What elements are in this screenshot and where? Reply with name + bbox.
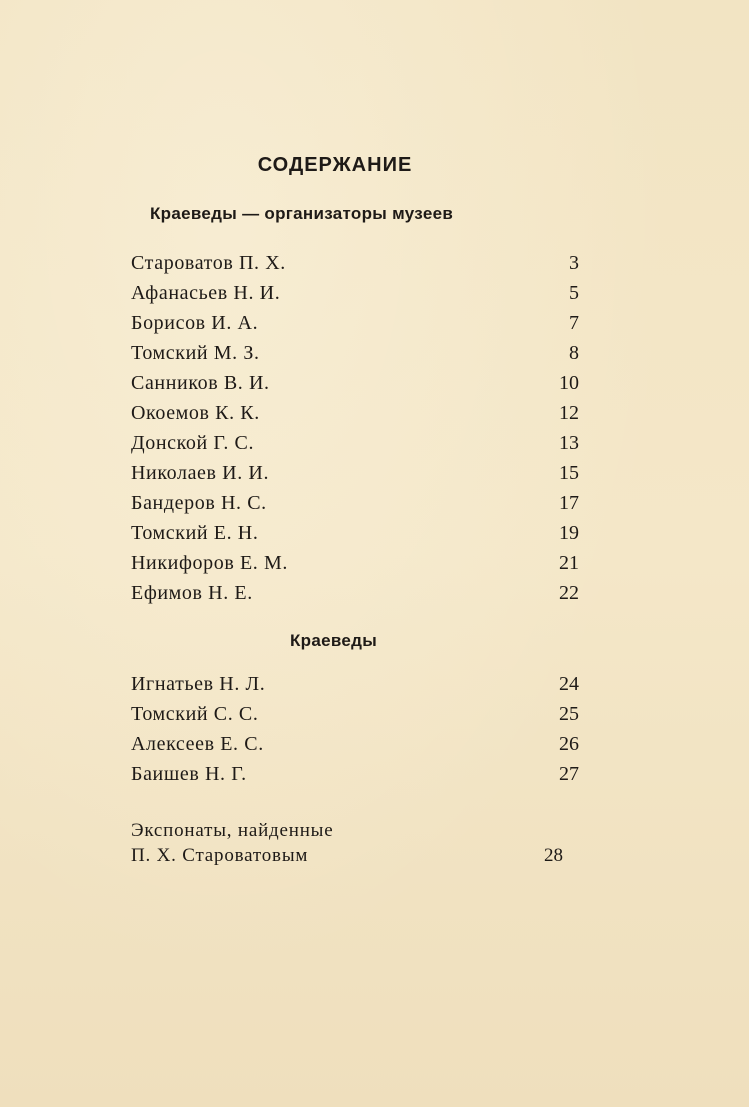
- toc-entry-page: 8: [569, 342, 579, 364]
- toc-entry-page: 5: [569, 282, 579, 304]
- section-heading-local-historians: Краеведы: [290, 631, 378, 650]
- toc-entry: [131, 340, 579, 366]
- toc-entry-page: 22: [559, 582, 579, 604]
- toc-entry: [131, 250, 579, 276]
- toc-entry: [131, 430, 579, 456]
- toc-entry-name: Ефимов Н. Е.: [131, 582, 253, 604]
- toc-entry-name: Донской Г. С.: [131, 432, 255, 454]
- toc-entry: [131, 310, 579, 336]
- toc-entry-name: Игнатьев Н. Л.: [131, 673, 266, 695]
- toc-entry-page: 13: [559, 432, 579, 454]
- toc-entry-name-line2: П. Х. Староватовым: [131, 845, 309, 866]
- toc-entry-page: 12: [559, 402, 579, 424]
- toc-entry-name: Николаев И. И.: [131, 462, 270, 484]
- toc-entry: [131, 280, 579, 306]
- toc-entry-page: 7: [569, 312, 579, 334]
- toc-entry-page: 19: [559, 522, 579, 544]
- toc-entry-page: 3: [569, 252, 579, 274]
- toc-entry-name: Томский Е. Н.: [131, 522, 259, 544]
- toc-entry: [131, 701, 579, 727]
- toc-entry-name: Староватов П. Х.: [131, 252, 286, 274]
- toc-entry-page: 10: [559, 372, 579, 394]
- toc-entry: [131, 400, 579, 426]
- toc-entry: [131, 460, 579, 486]
- toc-entry-name: Баишев Н. Г.: [131, 763, 247, 785]
- toc-entry-name: Санников В. И.: [131, 372, 270, 394]
- toc-entry-page: 17: [559, 492, 579, 514]
- toc-entry-name: Томский М. З.: [131, 342, 260, 364]
- toc-entry-name: Бандеров Н. С.: [131, 492, 267, 514]
- toc-entry-page: 28: [544, 845, 563, 866]
- toc-entry-name: Томский С. С.: [131, 703, 259, 725]
- toc-entry-name-line1: Экспонаты, найденные: [131, 820, 334, 841]
- toc-entry-page: 25: [559, 703, 579, 725]
- toc-entry-name: Борисов И. А.: [131, 312, 259, 334]
- toc-entry-page: 21: [559, 552, 579, 574]
- toc-entry-page: 24: [559, 673, 579, 695]
- toc-entry: [131, 550, 579, 576]
- toc-entry: [131, 370, 579, 396]
- toc-entry: [131, 520, 579, 546]
- toc-entry-page: 15: [559, 462, 579, 484]
- toc-entry: [131, 761, 579, 787]
- toc-entry: [131, 490, 579, 516]
- toc-entry-name: Афанасьев Н. И.: [131, 282, 281, 304]
- toc-entry: [131, 671, 579, 697]
- contents-title: СОДЕРЖАНИЕ: [257, 154, 413, 176]
- toc-entry-name: Алексеев Е. С.: [131, 733, 264, 755]
- toc-entry: [131, 731, 579, 757]
- toc-entry-name: Окоемов К. К.: [131, 402, 260, 424]
- toc-entry-exhibits: [131, 818, 563, 868]
- toc-entry-page: 27: [559, 763, 579, 785]
- toc-entry-page: 26: [559, 733, 579, 755]
- toc-entry-name: Никифоров Е. М.: [131, 552, 288, 574]
- section-heading-museum-founders: Краеведы — организаторы музеев: [150, 204, 454, 223]
- toc-entry: [131, 580, 579, 606]
